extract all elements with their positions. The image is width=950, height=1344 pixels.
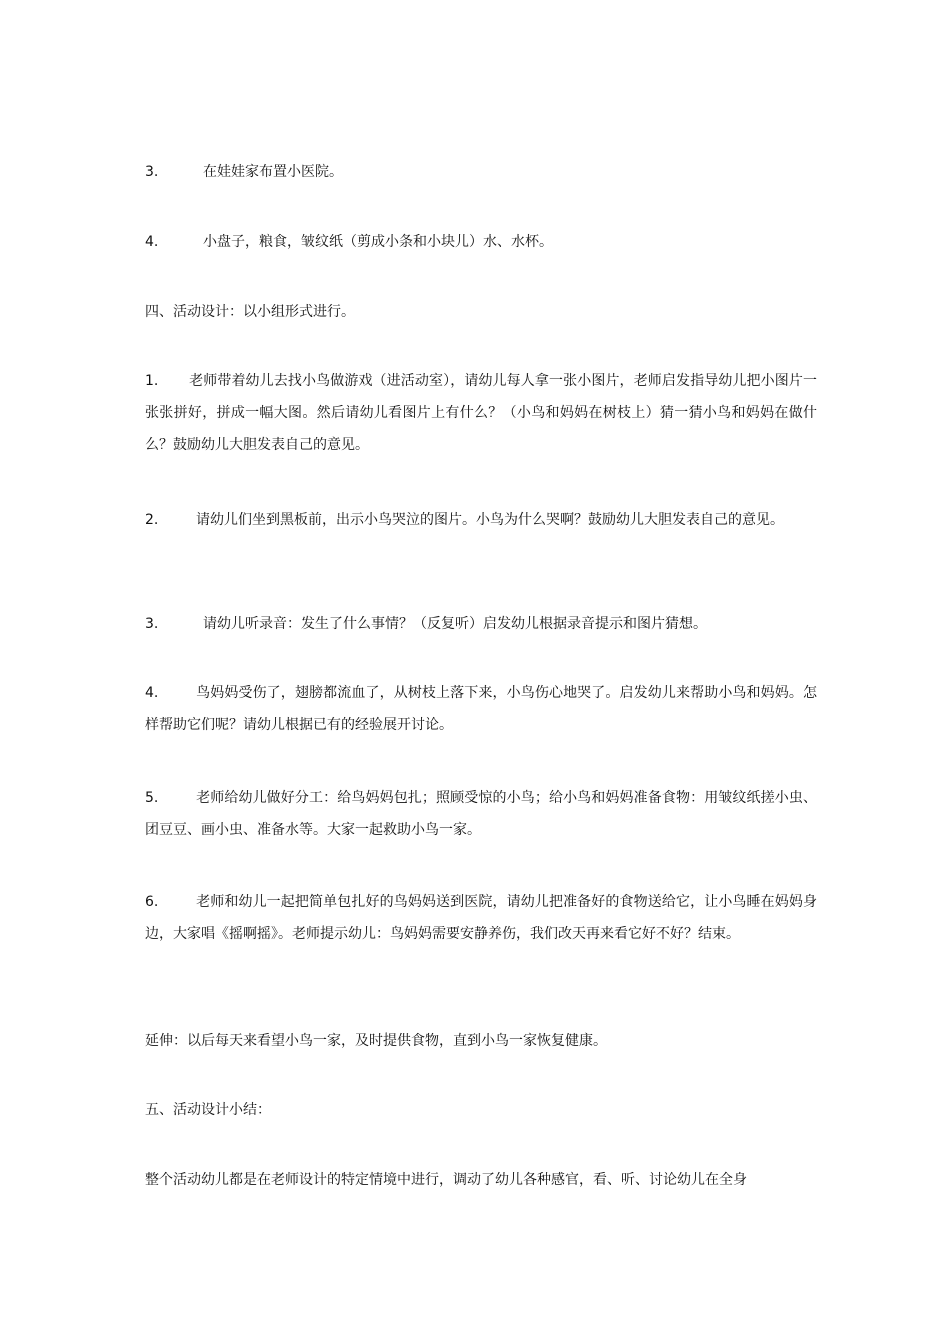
paragraph-summary	[145, 1164, 817, 1196]
document-page	[145, 0, 817, 1344]
paragraph-step-1	[145, 365, 817, 461]
section-heading-activity-design	[145, 296, 817, 328]
paragraph-text: 整个活动幼儿都是在老师设计的特定情境中进行，调动了幼儿各种感官，看、听、讨论幼儿在全身	[145, 1172, 747, 1188]
paragraph-step-2	[145, 504, 817, 536]
paragraph-step-5	[145, 782, 817, 846]
item-number: 2.	[145, 512, 159, 528]
item-number: 3.	[145, 616, 159, 632]
item-number: 4.	[145, 234, 159, 250]
item-number: 4.	[145, 685, 159, 701]
paragraph-text: 老师给幼儿做好分工：给鸟妈妈包扎；照顾受惊的小鸟；给小鸟和妈妈准备食物：用皱纹纸搓小虫、团豆豆、画小虫、准备水等。大家一起救助小鸟一家。	[145, 790, 817, 838]
paragraph-text: 延伸：以后每天来看望小鸟一家，及时提供食物，直到小鸟一家恢复健康。	[145, 1033, 607, 1049]
item-number: 6.	[145, 894, 159, 910]
paragraph-item-4	[145, 226, 817, 258]
paragraph-text: 小盘子，粮食，皱纹纸（剪成小条和小块儿）水、水杯。	[203, 234, 553, 250]
paragraph-item-3	[145, 156, 817, 188]
paragraph-text: 老师带着幼儿去找小鸟做游戏（进活动室），请幼儿每人拿一张小图片，老师启发指导幼儿把小图片一张张拼好，拼成一幅大图。然后请幼儿看图片上有什么？（小鸟和妈妈在树枝上）猜一猜小鸟和妈妈在做什么？鼓励幼儿大胆发表自己的意见。	[145, 373, 817, 453]
paragraph-extension	[145, 1025, 817, 1057]
paragraph-step-4	[145, 677, 817, 741]
paragraph-text: 五、活动设计小结：	[145, 1102, 271, 1118]
paragraph-text: 在娃娃家布置小医院。	[203, 164, 343, 180]
paragraph-step-6	[145, 886, 817, 950]
section-heading-summary	[145, 1094, 817, 1126]
paragraph-text: 请幼儿们坐到黑板前，出示小鸟哭泣的图片。小鸟为什么哭啊？鼓励幼儿大胆发表自己的意见。	[196, 512, 784, 528]
paragraph-step-3	[145, 608, 817, 640]
item-number: 5.	[145, 790, 159, 806]
item-number: 3.	[145, 164, 159, 180]
paragraph-text: 请幼儿听录音：发生了什么事情？（反复听）启发幼儿根据录音提示和图片猜想。	[203, 616, 707, 632]
paragraph-text: 鸟妈妈受伤了，翅膀都流血了，从树枝上落下来，小鸟伤心地哭了。启发幼儿来帮助小鸟和妈妈。怎样帮助它们呢？请幼儿根据已有的经验展开讨论。	[145, 685, 817, 733]
paragraph-text: 老师和幼儿一起把简单包扎好的鸟妈妈送到医院，请幼儿把准备好的食物送给它，让小鸟睡在妈妈身边，大家唱《摇啊摇》。老师提示幼儿：鸟妈妈需要安静养伤，我们改天再来看它好不好？结束。	[145, 894, 817, 942]
item-number: 1.	[145, 373, 159, 389]
paragraph-text: 四、活动设计：以小组形式进行。	[145, 304, 355, 320]
